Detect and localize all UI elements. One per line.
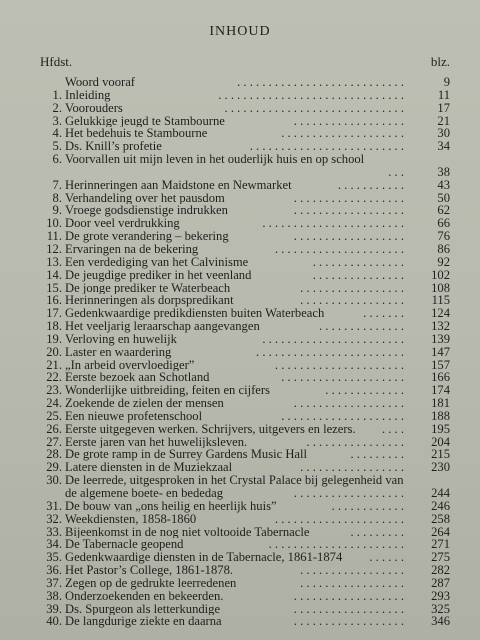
chapter-title: Voorvallen uit mijn leven in het ouderlijk huis en op school [65, 153, 365, 166]
chapter-number: 38. [46, 588, 62, 603]
toc-entry [40, 615, 450, 628]
toc-entry [40, 513, 450, 526]
chapter-number: 20. [46, 344, 62, 359]
dot-leader: . . . . . . . . . . . . . . . [312, 268, 404, 282]
chapter-number: 25. [46, 408, 62, 423]
chapter-title: De grote verandering – bekering [65, 230, 229, 243]
toc-entry [40, 590, 450, 603]
page-number: 293 [431, 588, 450, 603]
toc-entry [40, 115, 450, 128]
chapter-title: Zegen op de gedrukte leerredenen [65, 576, 237, 590]
page-number: 38 [437, 164, 450, 179]
chapter-title: Weekdiensten, 1858-1860 [65, 512, 197, 526]
chapter-number: 21. [46, 357, 62, 372]
dot-leader: . . . . . . . . . . . . . . . . . [300, 576, 404, 590]
toc-entry [40, 153, 450, 179]
page-number: 147 [431, 344, 450, 359]
chapter-title: Onderzoekenden en bekeerden. [65, 589, 224, 603]
chapter-title: „In arbeid overvloediger” [65, 358, 195, 372]
chapter-title: Verloving en huwelijk [65, 332, 177, 346]
toc-entry [40, 384, 450, 397]
page-number: 92 [437, 254, 450, 269]
toc-entry [40, 500, 450, 513]
dot-leader: . . . . . . . . . [350, 448, 404, 462]
toc-entry [40, 243, 450, 256]
page-number: 139 [431, 331, 450, 346]
toc-entry [40, 397, 450, 410]
toc-entry [40, 436, 450, 449]
page-number: 157 [431, 357, 450, 372]
dot-leader: . . . . . . . . . . . . . . . . . . [293, 602, 404, 616]
chapter-number: 31. [46, 498, 62, 513]
page-number: 174 [431, 383, 450, 398]
page-number: 166 [431, 370, 450, 385]
page-number: 11 [437, 87, 450, 102]
chapter-title: Zoekende de zielen der mensen [65, 397, 224, 410]
page-number: 271 [431, 537, 450, 552]
chapter-number: 36. [46, 563, 62, 578]
dot-leader: . . . . . . . . . . . . . . . . . . . . . [274, 512, 404, 526]
page-number: 108 [431, 280, 450, 295]
toc-entry [40, 461, 450, 474]
toc-entry [40, 102, 450, 115]
chapter-title: De leerrede, uitgesproken in het Crystal Palace bij gelegenheid van de algemene boete- en bededag [65, 474, 404, 500]
dot-leader: . . . . . . . . . . . . . . . [312, 255, 404, 269]
chapter-number: 7. [52, 177, 62, 192]
toc-entry [40, 448, 450, 461]
dot-leader: . . . . . . . . . . . . . . . . . . [293, 191, 404, 205]
chapter-title: Gelukkige jeugd te Stambourne [65, 114, 225, 128]
chapter-title: Een nieuwe profetenschool [65, 409, 203, 423]
chapter-number: 3. [52, 113, 62, 128]
page-title: INHOUD [209, 24, 271, 39]
dot-leader: . . . . . . . . . . . . . . . . . . . . . . . . . . . [237, 76, 404, 89]
dot-leader: . . . . . . . . . . . . . . . . . . . . . . [268, 538, 404, 552]
chapter-title: De jonge prediker te Waterbeach [65, 281, 231, 295]
chapter-title: Eerste jaren van het huwelijksleven. [65, 435, 248, 449]
chapter-number: 11. [46, 229, 62, 244]
chapter-number: 30. [46, 473, 62, 488]
chapter-title: Gedenkwaardige diensten in de Tabernacle, 1861-1874 [65, 551, 343, 565]
dot-leader: . . . . . . . . . . . . . . . . . . [293, 487, 404, 500]
page-number: 181 [431, 396, 450, 411]
page-number: 50 [437, 190, 450, 205]
dot-leader: . . . . . . . . . . . . . . . . . . [293, 204, 404, 218]
chapter-number: 13. [46, 254, 62, 269]
page-number: 264 [431, 524, 450, 539]
dot-leader: . . . [388, 165, 404, 179]
toc-entry [40, 269, 450, 282]
chapter-title: Laster en waardering [65, 345, 172, 359]
page-number: 195 [431, 421, 450, 436]
dot-leader: . . . . . . . . . . . . . . . . . . [293, 589, 404, 603]
dot-leader: . . . . . . . . . . . . . . . . [306, 435, 404, 449]
page-number: 115 [431, 293, 450, 308]
chapter-number: 40. [46, 614, 62, 629]
toc-entry [40, 474, 450, 500]
dot-leader: . . . . . . . [363, 307, 404, 321]
chapter-number: 34. [46, 537, 62, 552]
chapter-number: 39. [46, 601, 62, 616]
chapter-title: Latere diensten in de Muziekzaal [65, 461, 233, 475]
chapter-number: 12. [46, 241, 62, 256]
chapter-number: 6. [52, 152, 62, 167]
chapter-title: Het Pastor’s College, 1861-1878. [65, 564, 234, 577]
chapter-title: Eerste uitgegeven werken. Schrijvers, uitgevers en lezers. [65, 422, 356, 436]
toc-entry [40, 204, 450, 217]
chapter-title: Ervaringen na de bekering [65, 242, 199, 256]
dot-leader: . . . . . . . . . . . . . . . . . . [293, 397, 404, 410]
dot-leader: . . . . . . . . . [350, 525, 404, 539]
chapter-number: 1. [52, 87, 62, 102]
toc-entry [40, 359, 450, 372]
toc-entry [40, 192, 450, 205]
chapter-number: 16. [46, 293, 62, 308]
chapter-title: Het veeljarig leraarschap aangevangen [65, 320, 260, 333]
page-number: 246 [431, 498, 450, 513]
chapter-title: Herinneringen aan Maidstone en Newmarket [65, 178, 292, 192]
chapter-title: Een verdediging van het Calvinisme [65, 255, 249, 269]
chapter-number: 9. [52, 203, 62, 218]
chapter-title: Door veel verdrukking [65, 217, 180, 231]
table-of-contents [40, 76, 450, 628]
dot-leader: . . . . . . . . . . . . . . . . . . . . . [274, 242, 404, 256]
chapter-title: Het bedehuis te Stambourne [65, 127, 208, 141]
toc-entry [40, 577, 450, 590]
page-number: 21 [437, 113, 450, 128]
toc-entry [40, 371, 450, 384]
page-number: 76 [437, 229, 450, 244]
page-number: 62 [437, 203, 450, 218]
dot-leader: . . . . . . . . . . . . . . . . . [300, 461, 404, 475]
toc-entry [40, 76, 450, 89]
dot-leader: . . . . . . . . . . . . [331, 499, 404, 513]
dot-leader: . . . . . . . . . . . [337, 178, 404, 192]
chapter-title: De bouw van „ons heilig en heerlijk huis” [65, 499, 277, 513]
chapter-title: De Tabernacle geopend [65, 538, 184, 552]
toc-entry [40, 551, 450, 564]
chapter-number: 18. [46, 319, 62, 334]
toc-entry [40, 230, 450, 243]
dot-leader: . . . . . . . . . . . . . . . . . . . . . [274, 358, 404, 372]
chapter-number: 19. [46, 331, 62, 346]
page-number: 9 [443, 75, 450, 89]
chapter-title: Bijeenkomst in de nog niet voltooide Tabernacle [65, 525, 310, 539]
page-number: 244 [431, 486, 450, 500]
page-number: 132 [431, 319, 450, 334]
page-number: 230 [431, 460, 450, 475]
page-number: 282 [431, 563, 450, 578]
dot-leader: . . . . . . . . . . . . . . . . . [300, 564, 404, 577]
dot-leader: . . . . . . . . . . . . . . . . . . [293, 615, 404, 629]
page-number: 102 [431, 267, 450, 282]
chapter-number: 26. [46, 421, 62, 436]
chapter-title: Woord vooraf [65, 76, 135, 89]
toc-entry [40, 423, 450, 436]
dot-leader: . . . . . . . . . . . . . . . . . . [293, 114, 404, 128]
chapter-number: 2. [52, 100, 62, 115]
chapter-number: 32. [46, 511, 62, 526]
page-number: 287 [431, 575, 450, 590]
dot-leader: . . . . . . . . . . . . . . . . . [300, 281, 404, 295]
page-number: 34 [437, 139, 450, 154]
page-column-header: blz. [430, 54, 450, 69]
toc-entry [40, 346, 450, 359]
toc-entry [40, 127, 450, 140]
toc-entry [40, 140, 450, 153]
chapter-title: Gedenkwaardige predikdiensten buiten Waterbeach [65, 307, 325, 321]
chapter-title: Vroege godsdienstige indrukken [65, 204, 228, 218]
chapter-number: 23. [46, 383, 62, 398]
page-number: 325 [431, 601, 450, 616]
toc-entry [40, 256, 450, 269]
chapter-number: 10. [46, 216, 62, 231]
toc-entry [40, 217, 450, 230]
dot-leader: . . . . . . . . . . . . . . . . . [300, 294, 404, 308]
chapter-title: Ds. Knill’s profetie [65, 140, 162, 154]
toc-entry [40, 526, 450, 539]
dot-leader: . . . . . . . . . . . . . . . . . . . . [281, 371, 404, 385]
chapter-number: 8. [52, 190, 62, 205]
chapter-column-header: Hfdst. [40, 54, 73, 69]
page-number: 43 [437, 177, 450, 192]
page-number: 346 [431, 614, 450, 629]
chapter-number: 37. [46, 575, 62, 590]
dot-leader: . . . . . . [369, 551, 404, 565]
dot-leader: . . . . . . . . . . . . . [325, 384, 404, 398]
chapter-title: Inleiding [65, 88, 111, 102]
dot-leader: . . . . . . . . . . . . . . . . . . . . [281, 127, 404, 141]
chapter-number: 17. [46, 306, 62, 321]
toc-entry [40, 564, 450, 577]
chapter-number: 4. [52, 126, 62, 141]
chapter-title: De jeugdige prediker in het veenland [65, 268, 252, 282]
chapter-title: De grote ramp in de Surrey Gardens Music Hall [65, 448, 308, 462]
dot-leader: . . . . . . . . . . . . . . . . . . . . . . . [262, 332, 404, 346]
toc-entry [40, 282, 450, 295]
chapter-number: 28. [46, 447, 62, 462]
page-number: 17 [437, 100, 450, 115]
page-number: 204 [431, 434, 450, 449]
page-number: 86 [437, 241, 450, 256]
chapter-title: Ds. Spurgeon als letterkundige [65, 602, 221, 616]
page-number: 188 [431, 408, 450, 423]
dot-leader: . . . . . . . . . . . . . . . . . . . . . . . . . . . . . [224, 101, 404, 115]
dot-leader: . . . . . . . . . . . . . . . . . . [293, 230, 404, 243]
chapter-number: 29. [46, 460, 62, 475]
page-number: 258 [431, 511, 450, 526]
toc-entry [40, 538, 450, 551]
chapter-number: 27. [46, 434, 62, 449]
page-number: 66 [437, 216, 450, 231]
chapter-number: 35. [46, 550, 62, 565]
chapter-title: Eerste bezoek aan Schotland [65, 371, 210, 385]
toc-entry [40, 307, 450, 320]
toc-entry [40, 410, 450, 423]
chapter-title: Herinneringen als dorpspredikant [65, 294, 234, 308]
toc-entry [40, 179, 450, 192]
chapter-title: Voorouders [65, 101, 123, 115]
chapter-number: 22. [46, 370, 62, 385]
chapter-number: 33. [46, 524, 62, 539]
chapter-title: Wonderlijke uitbreiding, feiten en cijfers [65, 384, 270, 398]
chapter-number: 5. [52, 139, 62, 154]
toc-entry [40, 320, 450, 333]
dot-leader: . . . . . . . . . . . . . . [318, 320, 404, 333]
dot-leader: . . . . . . . . . . . . . . . . . . . . [281, 409, 404, 423]
chapter-title: Verhandeling over het pausdom [65, 191, 225, 205]
dot-leader: . . . . . . . . . . . . . . . . . . . . . . . . [256, 345, 404, 359]
toc-entry [40, 333, 450, 346]
toc-entry [40, 89, 450, 102]
dot-leader: . . . . . . . . . . . . . . . . . . . . . . . . . [249, 140, 404, 154]
page-number: 30 [437, 126, 450, 141]
dot-leader: . . . . . . . . . . . . . . . . . . . . . . . . . . . . . . [218, 88, 404, 102]
page-number: 124 [431, 306, 450, 321]
page-number: 215 [431, 447, 450, 462]
toc-entry [40, 603, 450, 616]
dot-leader: . . . . . . . . . . . . . . . . . . . . . . . [262, 217, 404, 231]
page-number: 275 [431, 550, 450, 565]
chapter-number: 15. [46, 280, 62, 295]
toc-entry [40, 294, 450, 307]
chapter-number: 24. [46, 396, 62, 411]
dot-leader: . . . . [381, 422, 404, 436]
chapter-title: De langdurige ziekte en daarna [65, 615, 222, 629]
chapter-number: 14. [46, 267, 62, 282]
